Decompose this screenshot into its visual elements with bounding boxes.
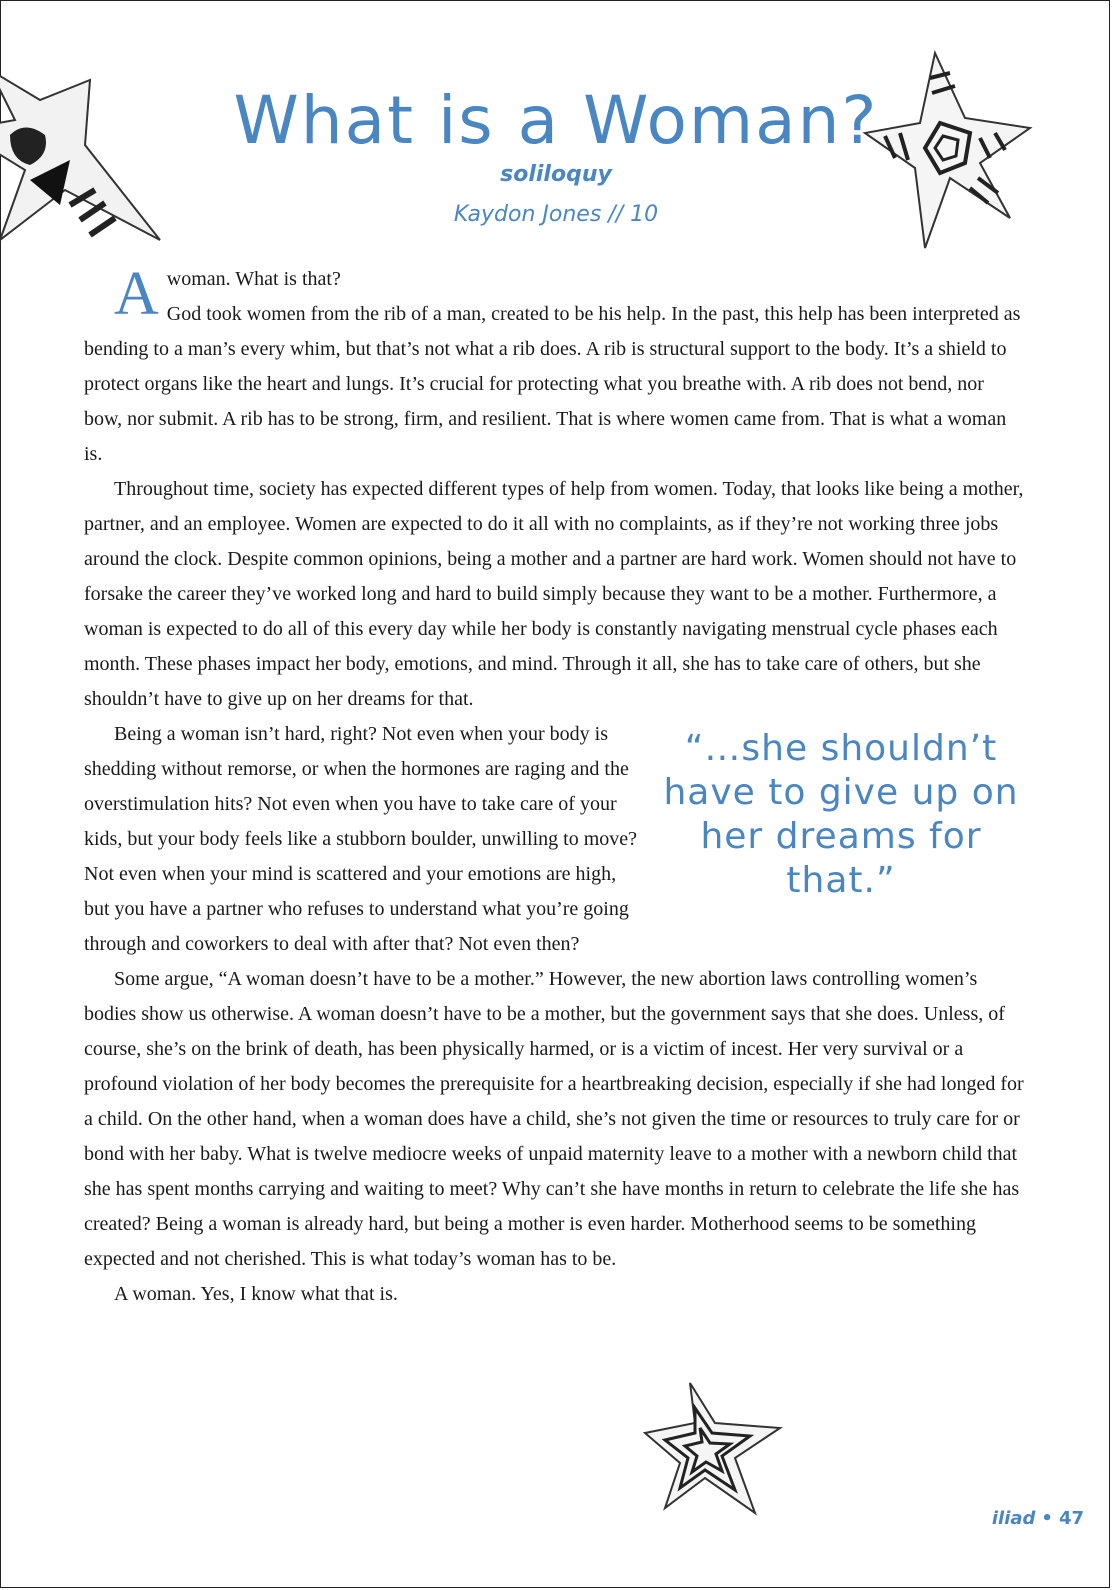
footer-separator: • <box>1041 1508 1053 1529</box>
article-byline: Kaydon Jones // 10 <box>453 202 659 227</box>
article-genre: soliloquy <box>500 162 612 187</box>
paragraph-text: woman. What is that? <box>166 268 341 290</box>
paragraph: Throughout time, society has expected different types of help from women. Today, that looks like being a mother, partner, and an employee. Women are expected to do it all with no complaints, as if they’re not working three jobs around the clock. Despite common opinions, being a mother and a partner are hard work. Women should not have to forsake the career they’ve worked long and hard to build simply because they want to be a mother. Furthermore, a woman is expected to do all of this every day while her body is constantly navigating menstrual cycle phases each month. These phases impact her body, emotions, and mind. Through it all, she has to take care of others, but she shouldn’t have to give up on her dreams for that. <box>84 478 1024 710</box>
pull-quote: “…she shouldn’t have to give up on her dreams for that.” <box>663 728 1019 901</box>
drop-cap: A <box>114 260 159 328</box>
star-doodle-icon <box>640 1378 790 1518</box>
paragraph <box>84 260 1026 328</box>
article-title: What is a Woman? <box>233 82 879 159</box>
page-number: 47 <box>1058 1508 1084 1529</box>
paragraph: God took women from the rib of a man, created to be his help. In the past, this help has been interpreted as bending to a man’s every whim, but that’s not what a rib does. A rib is structural support to the body. It’s a shield to protect organs like the heart and lungs. It’s crucial for protecting what you breathe with. A rib does not bend, nor bow, nor submit. A rib has to be strong, firm, and resilient. That is where women came from. That is what a woman is. <box>84 303 1021 465</box>
article-body <box>84 262 1026 1312</box>
page-footer <box>992 1508 1084 1529</box>
paragraph: Some argue, “A woman doesn’t have to be a mother.” However, the new abortion laws controlling women’s bodies show us otherwise. A woman doesn’t have to be a mother, but the government says that she does. Unless, of course, she’s on the brink of death, has been physically harmed, or is a victim of incest. Her very survival or a profound violation of her body becomes the prerequisite for a heartbreaking decision, especially if she had longed for a child. On the other hand, when a woman does have a child, she’s not given the time or resources to truly care for or bond with her baby. What is twelve mediocre weeks of unpaid maternity leave to a mother with a newborn child that she has spent months carrying and waiting to meet? Why can’t she have months in return to celebrate the life she has created? Being a woman is already hard, but being a mother is even harder. Motherhood seems to be something expected and not cherished. This is what today’s woman has to be. <box>84 968 1024 1270</box>
publication-name: iliad <box>991 1508 1036 1529</box>
paragraph: A woman. Yes, I know what that is. <box>114 1283 398 1305</box>
paragraph: Being a woman isn’t hard, right? Not even when your body is shedding without remorse, or when the hormones are raging and the overstimulation hits? Not even when you have to take care of your kids, but your body feels like a stubborn boulder, unwilling to move? Not even when your mind is scattered and your emotions are high, but you have a partner who refuses to understand what you’re going through and coworkers to deal with after that? Not even then? <box>84 723 638 955</box>
